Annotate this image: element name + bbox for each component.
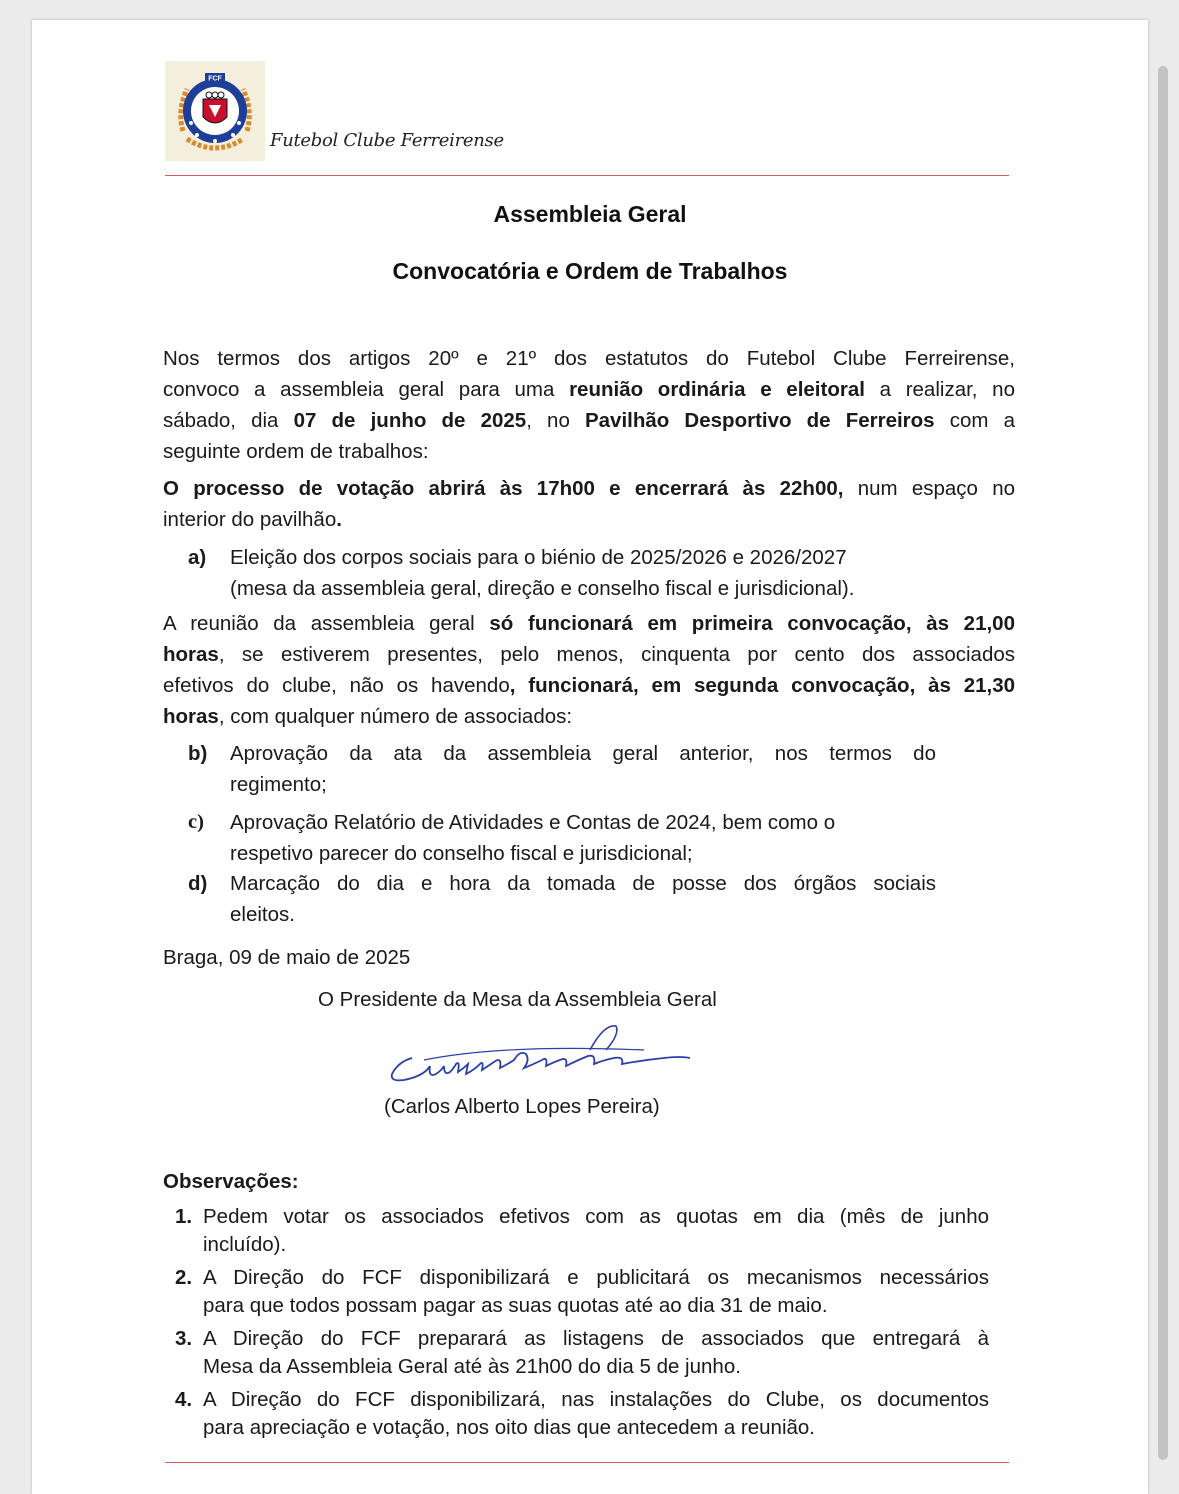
observations-heading: Observações: <box>163 1170 299 1193</box>
handwritten-signature <box>384 1020 704 1095</box>
signer-name: (Carlos Alberto Lopes Pereira) <box>384 1095 660 1118</box>
intro-line: sábado, dia 07 de junho de 2025, no Pavilhão Desportivo de Ferreiros com a <box>163 409 1016 432</box>
intro-line: Nos termos dos artigos 20º e 21º dos estatutos do Futebol Clube Ferreirense, <box>163 347 1015 370</box>
footer-divider <box>165 1462 1009 1463</box>
voting-paragraph: O processo de votação abrirá às 17h00 e encerrará às 22h00, num espaço no interior do pavilhão. <box>163 477 1016 531</box>
vertical-scrollbar[interactable] <box>1158 66 1168 1460</box>
club-name: Futebol Clube Ferreirense <box>270 130 504 151</box>
signer-role: O Presidente da Mesa da Assembleia Geral <box>318 988 717 1011</box>
document-title: Assembleia Geral <box>493 201 687 227</box>
document-page: FCF Futebol Clube Ferreirense Assembleia Geral Convocatória e Ordem de Trabalhos Nos termos dos artigos 20º e 21º dos estatutos do Futebol Clube Ferreirense, convoco a assembleia geral para uma reunião ordinária e eleitoral a realizar, no sábado, dia 07 de junho de 2025, no Pavilhão Desportivo de Ferreiros com a seguinte ordem de trabalhos: O processo de votação abrirá às 17h00 e encerrará às 22h00, num espaço no interior do pavilhão. a) Eleição dos corpos sociais para o biénio de 2025/2026 e 2026/2027 (mesa da assembleia geral, direção e conselho fiscal e jurisdicional). A reunião da assembleia geral só funcionará em primeira convocação, às 21,00 horas, se estiverem presentes, pelo menos, cinquenta por cento dos associados efetivos do clube, não os havendo, funcionará, em segunda convocação, às 21,30 horas, com qualquer número de associados: b) Aprovação da ata da assembleia geral anterior, nos termos do regimento; c) Aprovação Relatório de Atividades e Contas de 2024, bem como o respetivo parecer do conselho fiscal e jurisdicional; d) Marcação do dia e hora da tomada de posse dos órgãos sociais eleitos. Braga, 09 de maio de 2025 O Presidente da Mesa da Assembleia Geral (Carlos Alberto Lopes Pereira) Observações: 1. Pedem votar os associados efetivos com as quotas em dia (mês de junho incluído). 2. A Direção do FCF disponibilizará e publicitará os mecanismos necessários para que todos possam pagar as suas quotas até ao dia 31 de maio. 3. A Direção do FCF preparará as listagens de associados que entregará à Mesa da Assembleia Geral até às 21h00 do dia 5 de junho. 4. A Direção do FCF disponibilizará, nas instalações do Clube, os documentos para apreciação e votação, nos oito dias que antecedem a reunião. <box>32 20 1148 1494</box>
date-place: Braga, 09 de maio de 2025 <box>163 946 411 969</box>
item-marker: b) <box>188 742 208 765</box>
item-marker: a) <box>188 546 207 569</box>
item-marker: d) <box>188 872 208 895</box>
crest-abbr: FCF <box>208 75 222 83</box>
header-divider <box>165 175 1009 176</box>
intro-paragraph <box>163 343 1015 467</box>
document-subtitle: Convocatória e Ordem de Trabalhos <box>392 258 788 284</box>
club-crest-icon <box>165 61 265 161</box>
intro-line: convoco a assembleia geral para uma reunião ordinária e eleitoral a realizar, no <box>163 378 1015 401</box>
item-marker: c) <box>188 811 204 833</box>
meeting-paragraph: A reunião da assembleia geral só funcionará em primeira convocação, às 21,00 horas, se estiverem presentes, pelo menos, cinquenta por cento dos associados efetivos do clube, não os havendo, funcionará, em segunda convocação, às 21,30 horas, com qualquer número de associados: <box>163 612 1015 728</box>
intro-line: seguinte ordem de trabalhos: <box>163 440 429 463</box>
